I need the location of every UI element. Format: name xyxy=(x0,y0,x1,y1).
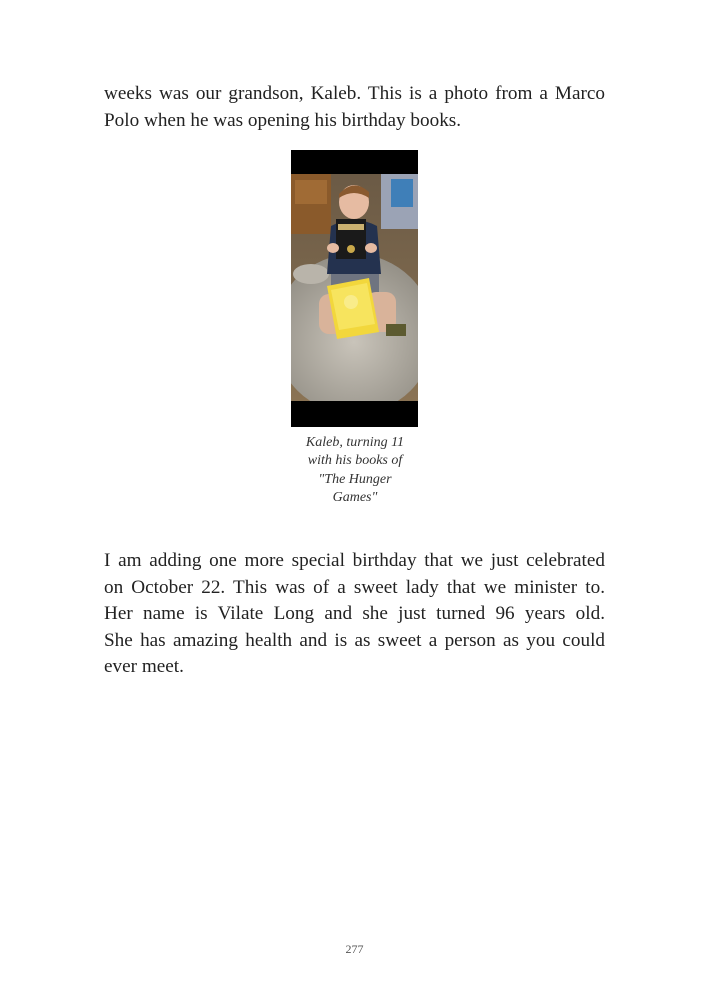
kaleb-photo xyxy=(291,150,418,427)
text-line: I am adding one more special birthday that we just celebrated xyxy=(104,550,605,571)
text-line: on October 22. This was of a sweet lady that we minister to. xyxy=(104,576,605,598)
text-line: She has amazing health and is as sweet a person as you could xyxy=(104,629,605,651)
text-line: Her name is Vilate Long and she just turned 96 years old. xyxy=(104,603,605,624)
page-number: 277 xyxy=(345,942,364,956)
paragraph-kaleb-intro xyxy=(104,81,605,134)
caption-line: "The Hunger xyxy=(318,471,392,487)
text-line: ever meet. xyxy=(104,656,184,677)
kaleb-birthday-photo-image xyxy=(291,174,418,401)
text-line: Polo when he was opening his birthday books. xyxy=(104,109,462,131)
photo-caption xyxy=(284,434,426,508)
paragraph-vilate-birthday xyxy=(104,548,605,681)
caption-line: Games" xyxy=(332,490,378,506)
caption-line: with his books of xyxy=(307,453,403,469)
caption-line: Kaleb, turning 11 xyxy=(305,435,405,450)
text-line: weeks was our grandson, Kaleb. This is a photo from a Marco xyxy=(104,83,605,104)
